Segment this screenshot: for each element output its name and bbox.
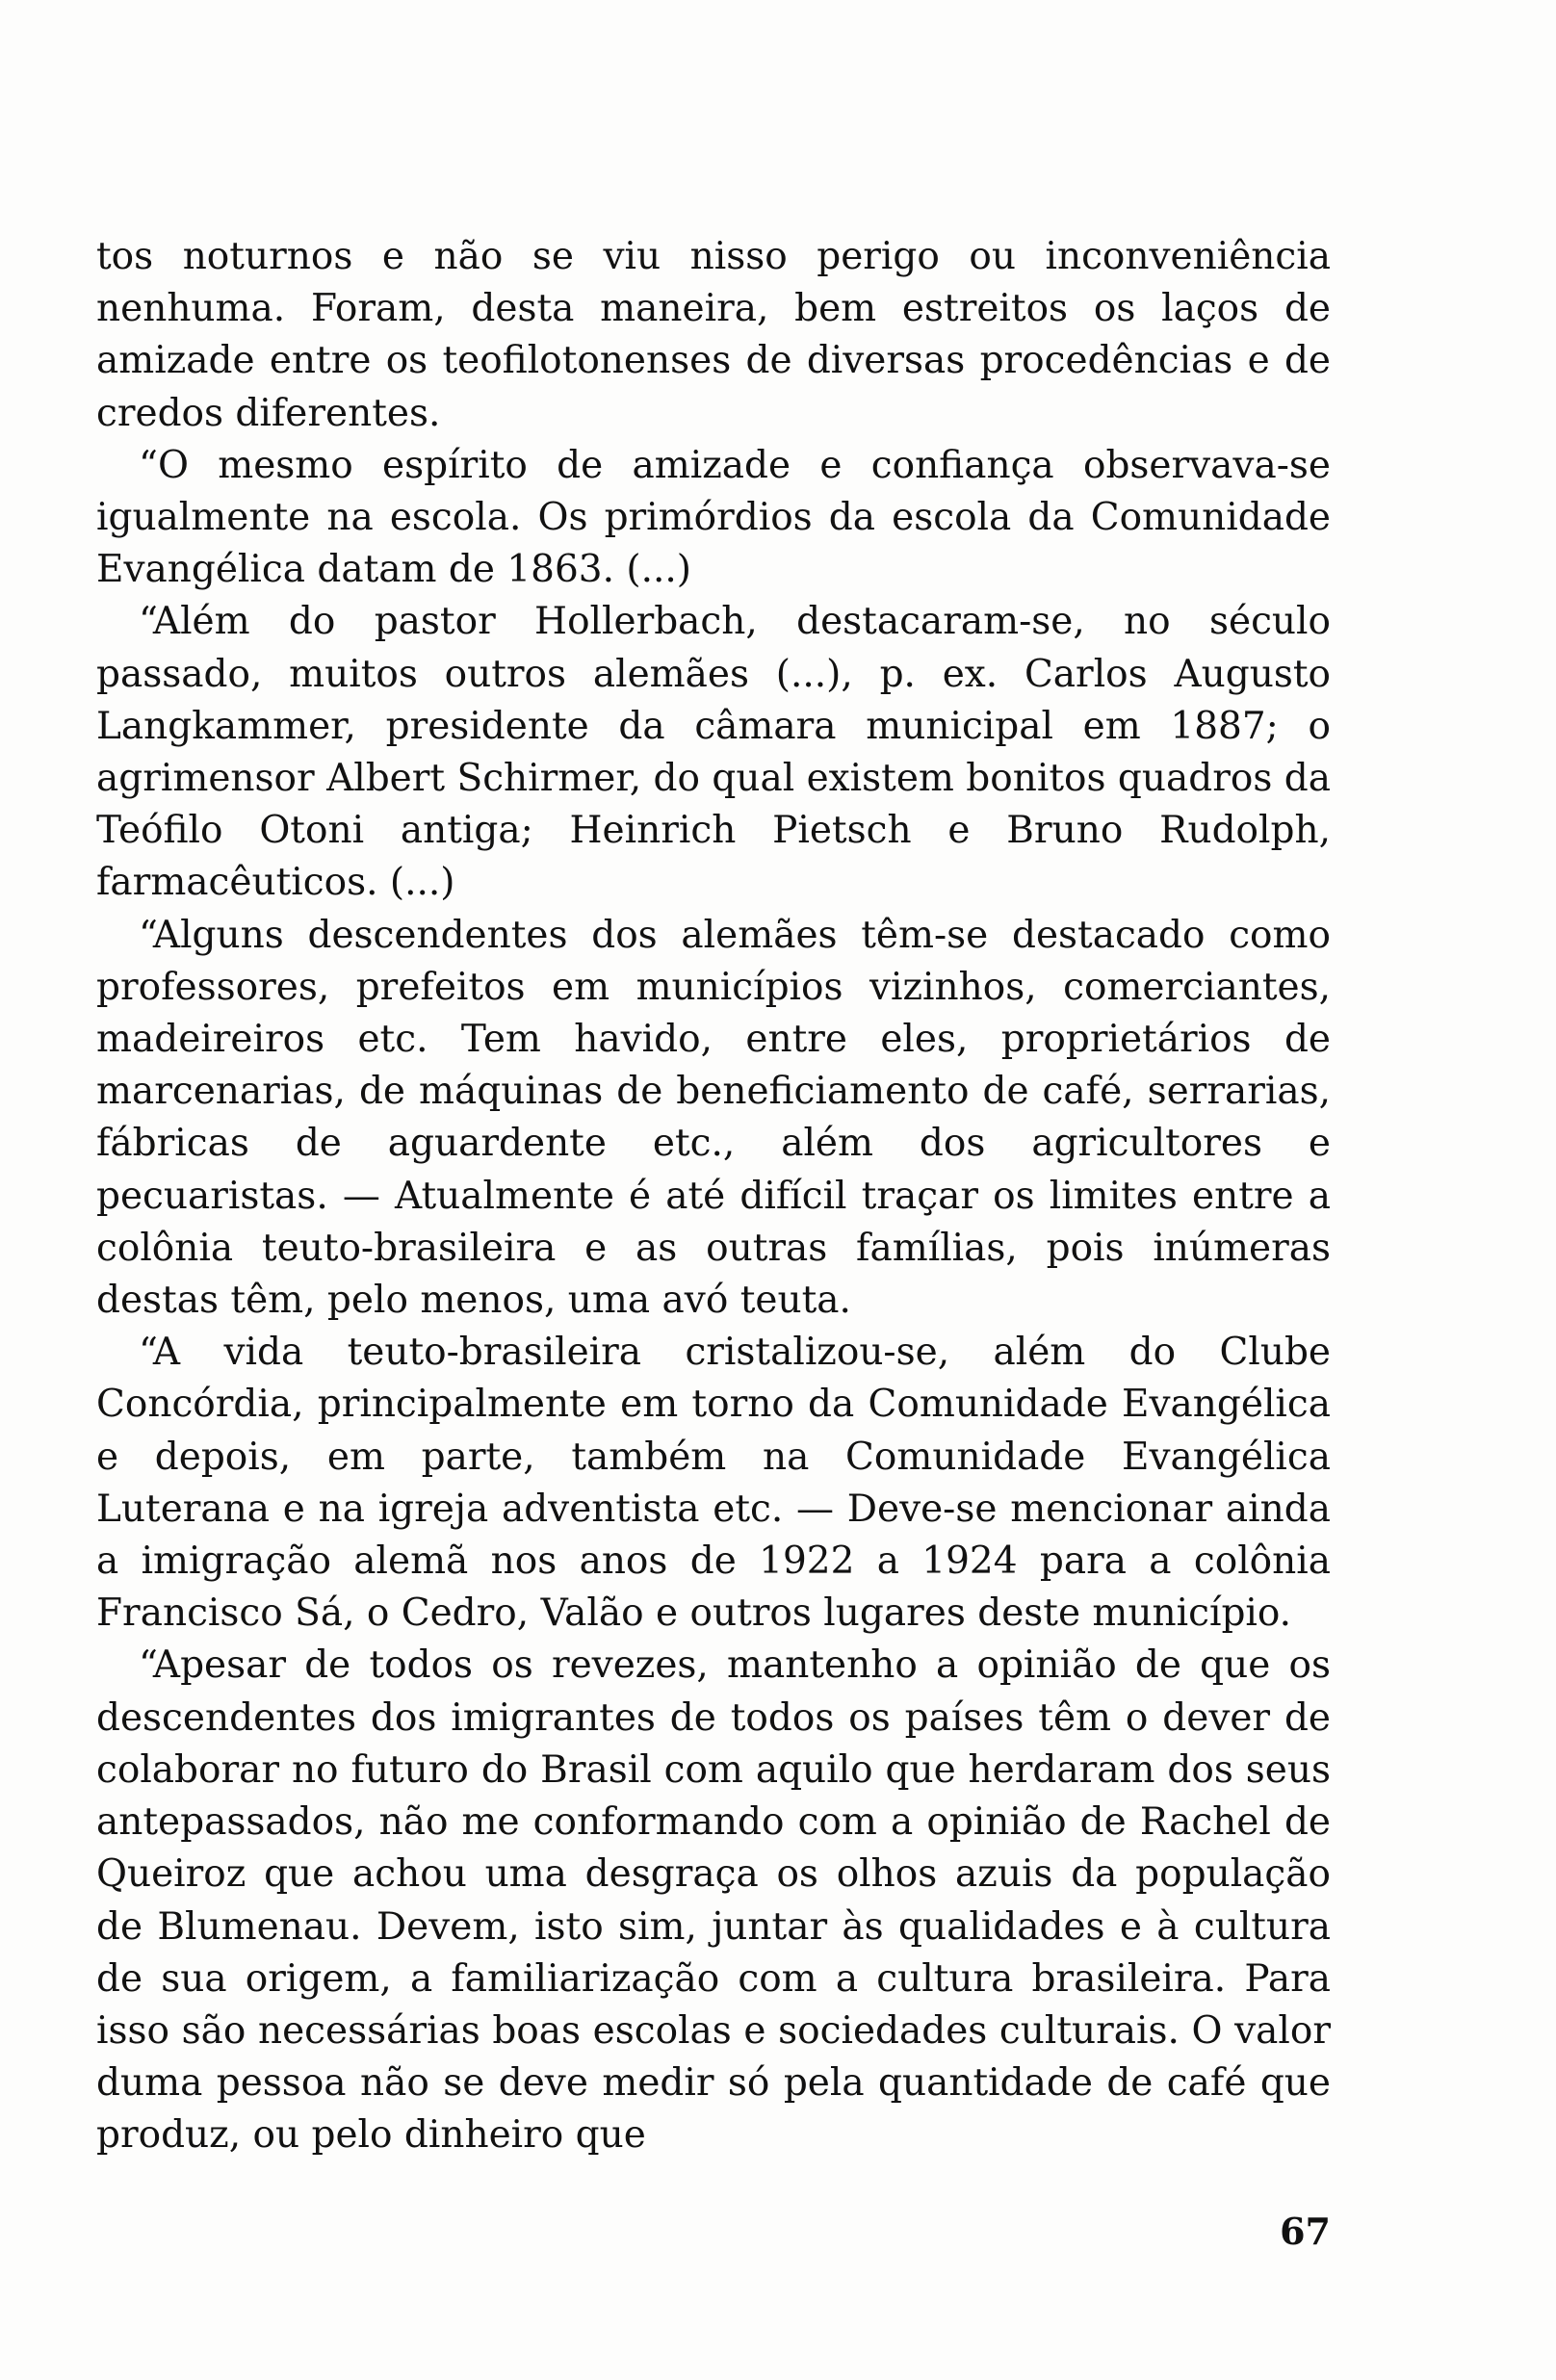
paragraph-teuto-brazilian-life: “A vida teuto-brasileira cristalizou-se, além do Clube Concórdia, principalmente em torno da Comunidade Evangélica e depois, em parte, também na Comunidade Evangélica Luterana e na igreja adventista etc. — Deve-se mencionar ainda a imigração alemã nos anos de 1922 a 1924 para a colônia Francisco Sá, o Cedro, Valão e outros lugares deste município. [96,1331,1331,1636]
paragraph-opinion: “Apesar de todos os revezes, mantenho a opinião de que os descendentes dos imigrantes de todos os países têm o dever de colaborar no futuro do Brasil com aquilo que herdaram dos seus antepassados, não me conformando com a opinião de Rachel de Queiroz que achou uma desgraça os olhos azuis da população de Blumenau. Devem, isto sim, juntar às qualidades e à cultura de sua origem, a familiarização com a cultura brasileira. Para isso são necessárias boas escolas e sociedades culturais. O valor duma pessoa não se deve medir só pela quantidade de café que produz, ou pelo dinheiro que [96,1643,1331,2158]
body-text [96,231,1331,2162]
paragraph-notable-germans: “Além do pastor Hollerbach, destacaram-se, no século passado, muitos outros alemães (...), p. ex. Carlos Augusto Langkammer, presidente da câmara municipal em 1887; o agrimensor Albert Schirmer, do qual existem bonitos quadros da Teófilo Otoni antiga; Heinrich Pietsch e Bruno Rudolph, farmacêuticos. (...) [96,600,1331,905]
paragraph-continuation: tos noturnos e não se viu nisso perigo ou inconveniência nenhuma. Foram, desta maneira, bem estreitos os laços de amizade entre os teofilotonenses de diversas procedências e de credos diferentes. [96,235,1331,435]
page-number: 67 [1280,2210,1331,2253]
paragraph-descendants: “Alguns descendentes dos alemães têm-se destacado como professores, prefeitos em municípios vizinhos, comerciantes, madeireiros etc. Tem havido, entre eles, proprietários de marcenarias, de máquinas de beneficiamento de café, serrarias, fábricas de aguardente etc., além dos agricultores e pecuaristas. — Atualmente é até difícil traçar os limites entre a colônia teuto-brasileira e as outras famílias, pois inúmeras destas têm, pelo menos, uma avó teuta. [96,913,1331,1323]
paragraph-school: “O mesmo espírito de amizade e confiança observava-se igualmente na escola. Os primórdios da escola da Comunidade Evangélica datam de 1863. (...) [96,443,1331,592]
